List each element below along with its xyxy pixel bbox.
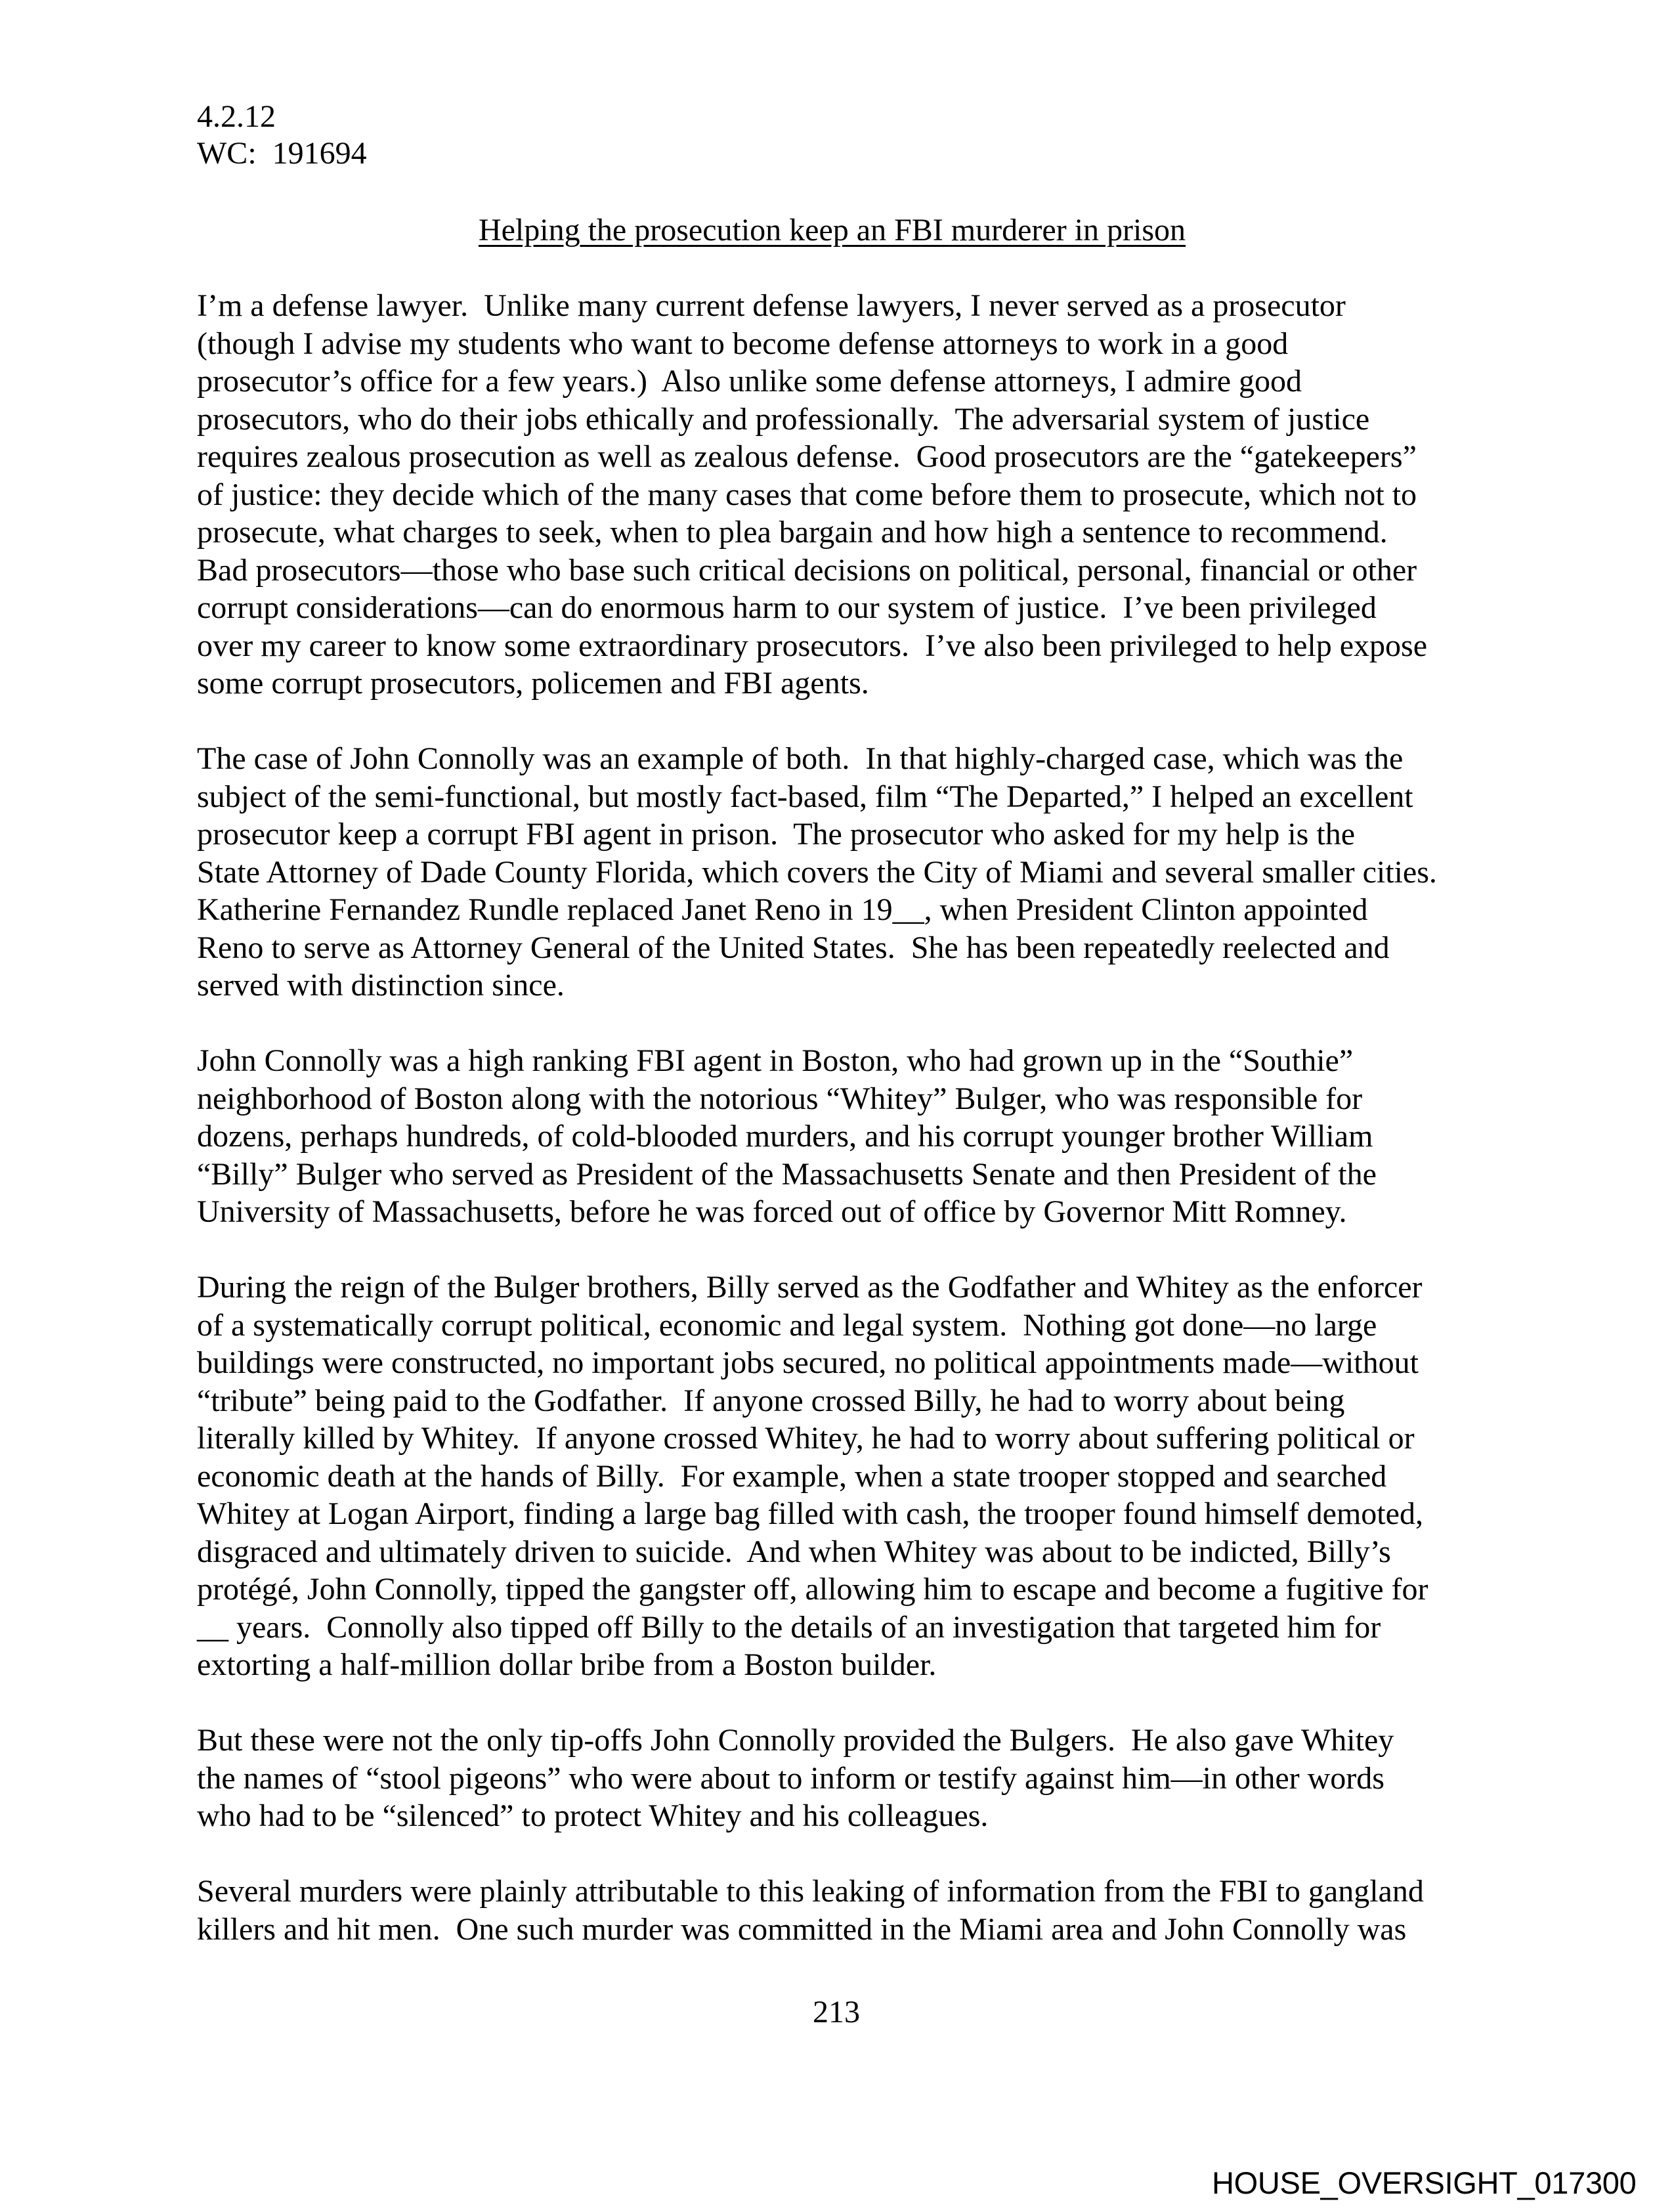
text-line: I’m a defense lawyer. Unlike many current defense lawyers, I never served as a prosecutor (197, 288, 1346, 323)
text-line: Whitey at Logan Airport, finding a large bag filled with cash, the trooper found himself demoted, (197, 1496, 1423, 1531)
page-number: 213 (813, 1995, 860, 2029)
word-count: WC: 191694 (197, 136, 367, 171)
text-line: the names of “stool pigeons” who were about to inform or testify against him—in other words (197, 1760, 1384, 1796)
text-line: prosecutors, who do their jobs ethically and professionally. The adversarial system of justice (197, 401, 1370, 437)
document-date: 4.2.12 (197, 99, 276, 134)
text-line: State Attorney of Dade County Florida, which covers the City of Miami and several smaller cities. (197, 854, 1437, 890)
text-line: During the reign of the Bulger brothers, Billy served as the Godfather and Whitey as the enforcer (197, 1270, 1423, 1305)
text-line: protégé, John Connolly, tipped the gangster off, allowing him to escape and become a fugitive for (197, 1572, 1428, 1607)
text-line: Several murders were plainly attributable to this leaking of information from the FBI to gangland (197, 1874, 1424, 1909)
text-line: Reno to serve as Attorney General of the United States. She has been repeatedly reelected and (197, 930, 1390, 965)
text-line: John Connolly was a high ranking FBI agent in Boston, who had grown up in the “Southie” (197, 1043, 1354, 1078)
document-title-text: Helping the prosecution keep an FBI murderer in prison (478, 213, 1186, 248)
text-line: over my career to know some extraordinary prosecutors. I’ve also been privileged to help expose (197, 628, 1428, 663)
text-line: prosecute, what charges to seek, when to plea bargain and how high a sentence to recommend. (197, 515, 1388, 550)
text-line: __ years. Connolly also tipped off Billy to the details of an investigation that targeted him for (197, 1609, 1381, 1645)
text-line: The case of John Connolly was an example of both. In that highly-charged case, which was the (197, 741, 1404, 776)
text-line: “Billy” Bulger who served as President of the Massachusetts Senate and then President of the (197, 1156, 1377, 1192)
text-line: (though I advise my students who want to become defense attorneys to work in a good (197, 326, 1289, 361)
paragraph-3 (197, 1042, 1484, 1231)
text-line: economic death at the hands of Billy. For example, when a state trooper stopped and searched (197, 1458, 1387, 1494)
text-line: Bad prosecutors—those who base such critical decisions on political, personal, financial or other (197, 552, 1417, 588)
text-line: who had to be “silenced” to protect Whitey and his colleagues. (197, 1798, 989, 1833)
text-line: corrupt considerations—can do enormous harm to our system of justice. I’ve been privileged (197, 590, 1377, 625)
text-line: served with distinction since. (197, 968, 565, 1003)
text-line: killers and hit men. One such murder was committed in the Miami area and John Connolly was (197, 1911, 1407, 1947)
text-line: disgraced and ultimately driven to suicide. And when Whitey was about to be indicted, Billy’s (197, 1534, 1391, 1569)
text-line: literally killed by Whitey. If anyone crossed Whitey, he had to worry about suffering political or (197, 1421, 1415, 1456)
paragraph-1 (197, 287, 1484, 703)
paragraph-6 (197, 1873, 1484, 1948)
document-header-meta (197, 98, 367, 172)
text-line: of justice: they decide which of the many cases that come before them to prosecute, which not to (197, 477, 1417, 512)
text-line: University of Massachusetts, before he was forced out of office by Governor Mitt Romney. (197, 1194, 1347, 1229)
bates-stamp: HOUSE_OVERSIGHT_017300 (1212, 2165, 1637, 2200)
text-line: Katherine Fernandez Rundle replaced Janet Reno in 19__, when President Clinton appointed (197, 892, 1368, 927)
paragraph-5 (197, 1722, 1484, 1835)
paragraph-2 (197, 740, 1484, 1005)
text-line: of a systematically corrupt political, economic and legal system. Nothing got done—no large (197, 1307, 1377, 1343)
text-line: But these were not the only tip-offs John Connolly provided the Bulgers. He also gave Whitey (197, 1723, 1394, 1758)
document-body (197, 287, 1484, 1986)
text-line: prosecutor keep a corrupt FBI agent in prison. The prosecutor who asked for my help is the (197, 817, 1355, 852)
text-line: buildings were constructed, no important jobs secured, no political appointments made—without (197, 1345, 1419, 1380)
text-line: subject of the semi-functional, but mostly fact-based, film “The Departed,” I helped an excellent (197, 779, 1413, 814)
text-line: prosecutor’s office for a few years.) Also unlike some defense attorneys, I admire good (197, 364, 1302, 399)
text-line: “tribute” being paid to the Godfather. If anyone crossed Billy, he had to worry about being (197, 1383, 1345, 1418)
text-line: some corrupt prosecutors, policemen and FBI agents. (197, 666, 869, 701)
text-line: neighborhood of Boston along with the notorious “Whitey” Bulger, who was responsible for (197, 1081, 1363, 1116)
text-line: extorting a half-million dollar bribe from a Boston builder. (197, 1647, 937, 1682)
text-line: requires zealous prosecution as well as zealous defense. Good prosecutors are the “gatekeepers” (197, 439, 1417, 474)
paragraph-4 (197, 1269, 1484, 1684)
document-title (0, 211, 1664, 249)
text-line: dozens, perhaps hundreds, of cold-blooded murders, and his corrupt younger brother William (197, 1119, 1373, 1154)
